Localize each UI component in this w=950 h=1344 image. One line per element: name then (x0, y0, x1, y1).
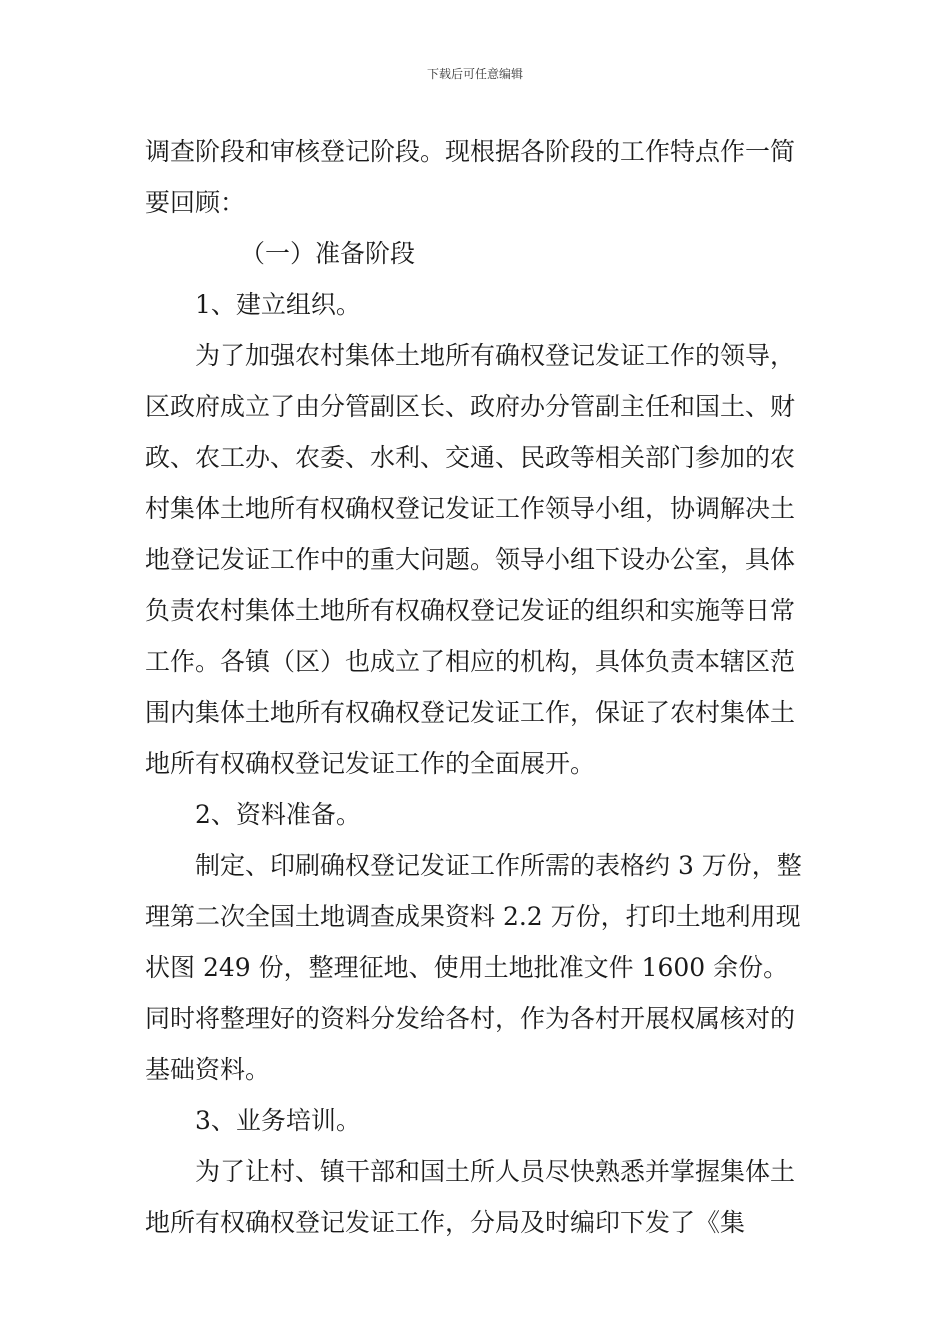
paragraph-materials: 制定、印刷确权登记发证工作所需的表格约 3 万份，整理第二次全国土地调查成果资料 2.2 万份，打印土地利用现状图 249 份，整理征地、使用土地批准文件 1600 余份。同时将整理好的资料分发给各村，作为各村开展权属核对的基础资料。 (145, 851, 802, 1084)
subheading-business-training: 3、业务培训。 (195, 1106, 361, 1135)
page-header: 下载后可任意编辑 (426, 67, 523, 81)
paragraph-training: 为了让村、镇干部和国土所人员尽快熟悉并掌握集体土地所有权确权登记发证工作，分局及时编印下发了《集 (145, 1157, 796, 1237)
document-body (145, 126, 813, 1248)
paragraph-organization: 为了加强农村集体土地所有确权登记发证工作的领导，区政府成立了由分管副区长、政府办分管副主任和国土、财政、农工办、农委、水利、交通、民政等相关部门参加的农村集体土地所有权确权登记发证工作领导小组，协调解决土地登记发证工作中的重大问题。领导小组下设办公室，具体负责农村集体土地所有权确权登记发证的组织和实施等日常工作。各镇（区）也成立了相应的机构，具体负责本辖区范围内集体土地所有权确权登记发证工作，保证了农村集体土地所有权确权登记发证工作的全面展开。 (145, 341, 796, 778)
subheading-establish-organization: 1、建立组织。 (195, 290, 361, 319)
subheading-materials-preparation: 2、资料准备。 (195, 800, 361, 829)
paragraph-continuation: 调查阶段和审核登记阶段。现根据各阶段的工作特点作一简要回顾： (145, 137, 796, 217)
section-heading-preparation: （一）准备阶段 (240, 239, 416, 268)
